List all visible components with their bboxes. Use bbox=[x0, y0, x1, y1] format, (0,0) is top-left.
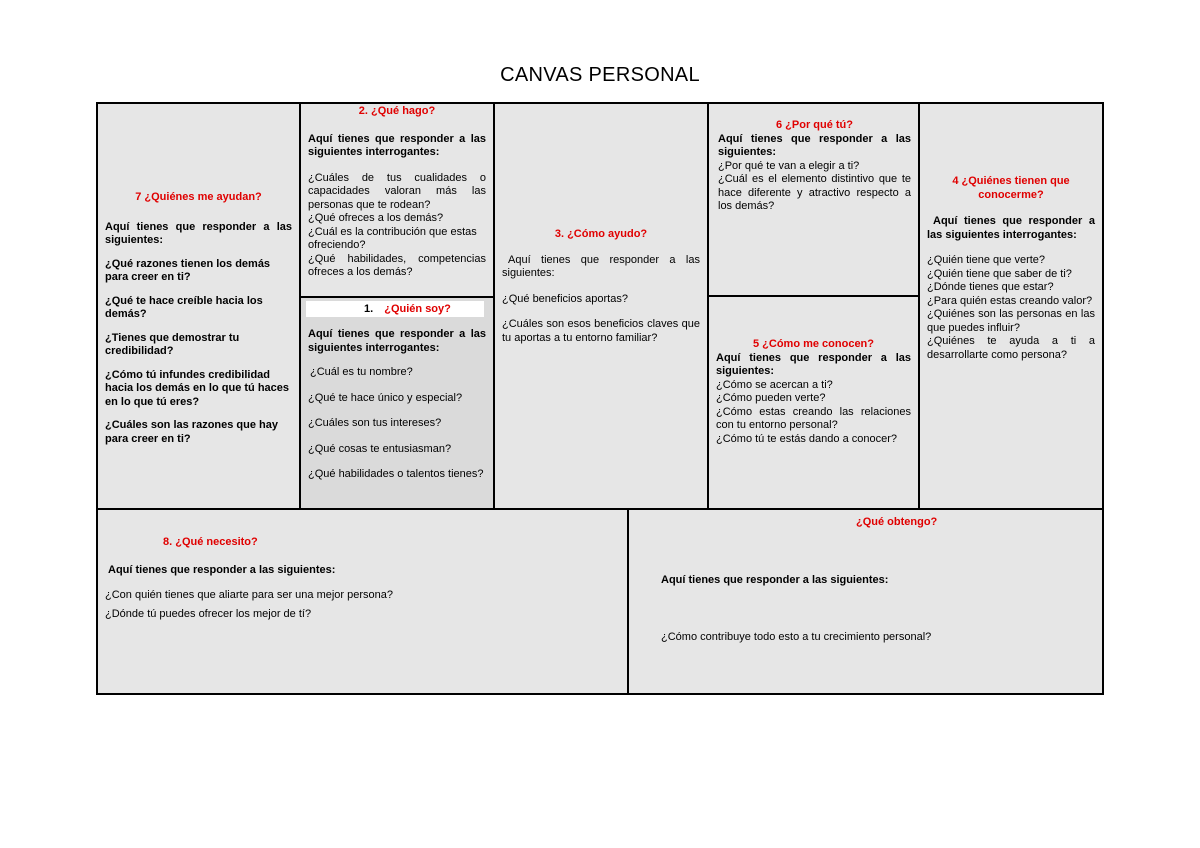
cell5-intro: Aquí tienes que responder a las siguientes: bbox=[716, 351, 911, 377]
cell4-question: ¿Quién tiene que saber de ti? bbox=[927, 267, 1072, 280]
cell3-intro: Aquí tienes que responder a las siguientes: bbox=[502, 253, 700, 279]
grid-col-divider bbox=[299, 102, 301, 509]
cell9-heading: ¿Qué obtengo? bbox=[856, 516, 938, 528]
grid-row-divider bbox=[96, 508, 1104, 510]
cell7-intro: Aquí tienes que responder a las siguientes: bbox=[105, 220, 292, 246]
cell9-question: ¿Cómo contribuye todo esto a tu crecimiento personal? bbox=[661, 631, 932, 643]
cell8-question: ¿Dónde tú puedes ofrecer los mejor de tí? bbox=[105, 607, 312, 620]
cell4-intro: Aquí tienes que responder a las siguientes interrogantes: bbox=[927, 215, 1095, 241]
cell6-intro: Aquí tienes que responder a las siguientes: bbox=[718, 132, 911, 158]
cell2-heading: 2. ¿Qué hago? bbox=[358, 105, 436, 117]
cell7-heading: 7 ¿Quiénes me ayudan? bbox=[135, 191, 262, 203]
cell1-heading: ¿Quién soy? bbox=[384, 303, 451, 315]
cell-por-que-tu bbox=[708, 103, 919, 296]
grid-col-divider bbox=[493, 102, 495, 509]
cell5-question: ¿Cómo pueden verte? bbox=[716, 392, 826, 404]
cell8-heading: 8. ¿Qué necesito? bbox=[163, 536, 258, 548]
cell7-question: ¿Qué te hace creíble hacia los demás? bbox=[105, 294, 263, 320]
cell1-number: 1. bbox=[364, 303, 374, 315]
cell7-question: ¿Cómo tú infundes credibilidad hacia los demás en lo que tú haces en lo que tú eres? bbox=[105, 368, 290, 408]
cell-quienes-tienen-que-conocerme bbox=[919, 103, 1103, 509]
cell3-question: ¿Qué beneficios aportas? bbox=[502, 292, 628, 305]
cell4-heading-line2: conocerme? bbox=[978, 188, 1044, 201]
cell5-question: ¿Cómo se acercan a ti? bbox=[716, 378, 833, 391]
cell4-question: ¿Quién tiene que verte? bbox=[927, 254, 1046, 266]
cell9-intro: Aquí tienes que responder a las siguientes: bbox=[661, 573, 889, 586]
cell3-question: ¿Cuáles son esos beneficios claves que tu aportas a tu entorno familiar? bbox=[502, 318, 700, 344]
cell1-question: ¿Cuáles son tus intereses? bbox=[308, 417, 442, 429]
cell4-question: ¿Para quién estas creando valor? bbox=[927, 294, 1093, 307]
cell2-question: ¿Qué ofreces a los demás? bbox=[308, 212, 444, 224]
cell1-question: ¿Qué te hace único y especial? bbox=[308, 391, 463, 404]
cell-quienes-me-ayudan bbox=[97, 103, 300, 509]
grid-col-divider bbox=[918, 102, 920, 509]
cell2-question: ¿Cuáles de tus cualidades o capacidades valoran más las personas que te rodean? bbox=[308, 171, 486, 211]
grid-col-divider bbox=[707, 102, 709, 509]
cell4-question: ¿Quiénes te ayuda a ti a desarrollarte como persona? bbox=[927, 335, 1095, 361]
cell-como-me-conocen bbox=[708, 296, 919, 509]
grid-cell-divider bbox=[299, 296, 494, 298]
cell1-question: ¿Cuál es tu nombre? bbox=[310, 366, 413, 378]
cell5-heading: 5 ¿Cómo me conocen? bbox=[752, 338, 875, 350]
grid-border-right bbox=[1102, 102, 1104, 695]
cell4-heading-line1: 4 ¿Quiénes tienen que bbox=[952, 175, 1070, 187]
cell1-heading-box bbox=[306, 301, 484, 317]
cell2-question: ¿Cuál es la contribución que estas ofreciendo? bbox=[308, 225, 477, 251]
cell7-question: ¿Tienes que demostrar tu credibilidad? bbox=[105, 331, 240, 357]
page-title: CANVAS PERSONAL bbox=[500, 64, 700, 86]
cell1-question: ¿Qué habilidades o talentos tienes? bbox=[308, 468, 484, 480]
cell4-question: ¿Dónde tienes que estar? bbox=[927, 281, 1054, 293]
grid-border-top bbox=[96, 102, 1104, 104]
grid-cell-divider bbox=[707, 295, 919, 297]
cell-que-hago bbox=[300, 103, 494, 297]
cell-que-obtengo bbox=[628, 509, 1103, 694]
cell3-heading: 3. ¿Cómo ayudo? bbox=[554, 228, 648, 240]
cell1-intro: Aquí tienes que responder a las siguientes interrogantes: bbox=[308, 328, 486, 354]
cell5-question: ¿Cómo tú te estás dando a conocer? bbox=[716, 432, 897, 445]
cell-que-necesito bbox=[97, 509, 628, 694]
cell1-question: ¿Qué cosas te entusiasman? bbox=[308, 442, 452, 455]
cell6-question: ¿Por qué te van a elegir a ti? bbox=[718, 159, 860, 172]
cell8-question: ¿Con quién tienes que aliarte para ser una mejor persona? bbox=[105, 589, 394, 601]
cell6-question: ¿Cuál es el elemento distintivo que te hace diferente y atractivo respecto a los demás? bbox=[718, 173, 911, 212]
grid-col-divider bbox=[627, 509, 629, 694]
cell7-question: ¿Qué razones tienen los demás para creer en ti? bbox=[105, 257, 271, 283]
cell4-question: ¿Quiénes son las personas en las que puedes influir? bbox=[927, 308, 1095, 334]
grid-border-bottom bbox=[96, 693, 1104, 695]
cell8-intro: Aquí tienes que responder a las siguientes: bbox=[108, 563, 336, 576]
cell-quien-soy bbox=[300, 297, 494, 509]
cell7-question: ¿Cuáles son las razones que hay para creer en ti? bbox=[105, 419, 279, 445]
cell2-question: ¿Qué habilidades, competencias ofreces a los demás? bbox=[308, 252, 486, 278]
cell6-heading: 6 ¿Por qué tú? bbox=[776, 119, 853, 131]
cell2-intro: Aquí tienes que responder a las siguientes interrogantes: bbox=[308, 132, 486, 158]
cell5-question: ¿Cómo estas creando las relaciones con tu entorno personal? bbox=[716, 405, 911, 431]
cell-como-ayudo bbox=[494, 103, 708, 509]
grid-border-left bbox=[96, 102, 98, 695]
